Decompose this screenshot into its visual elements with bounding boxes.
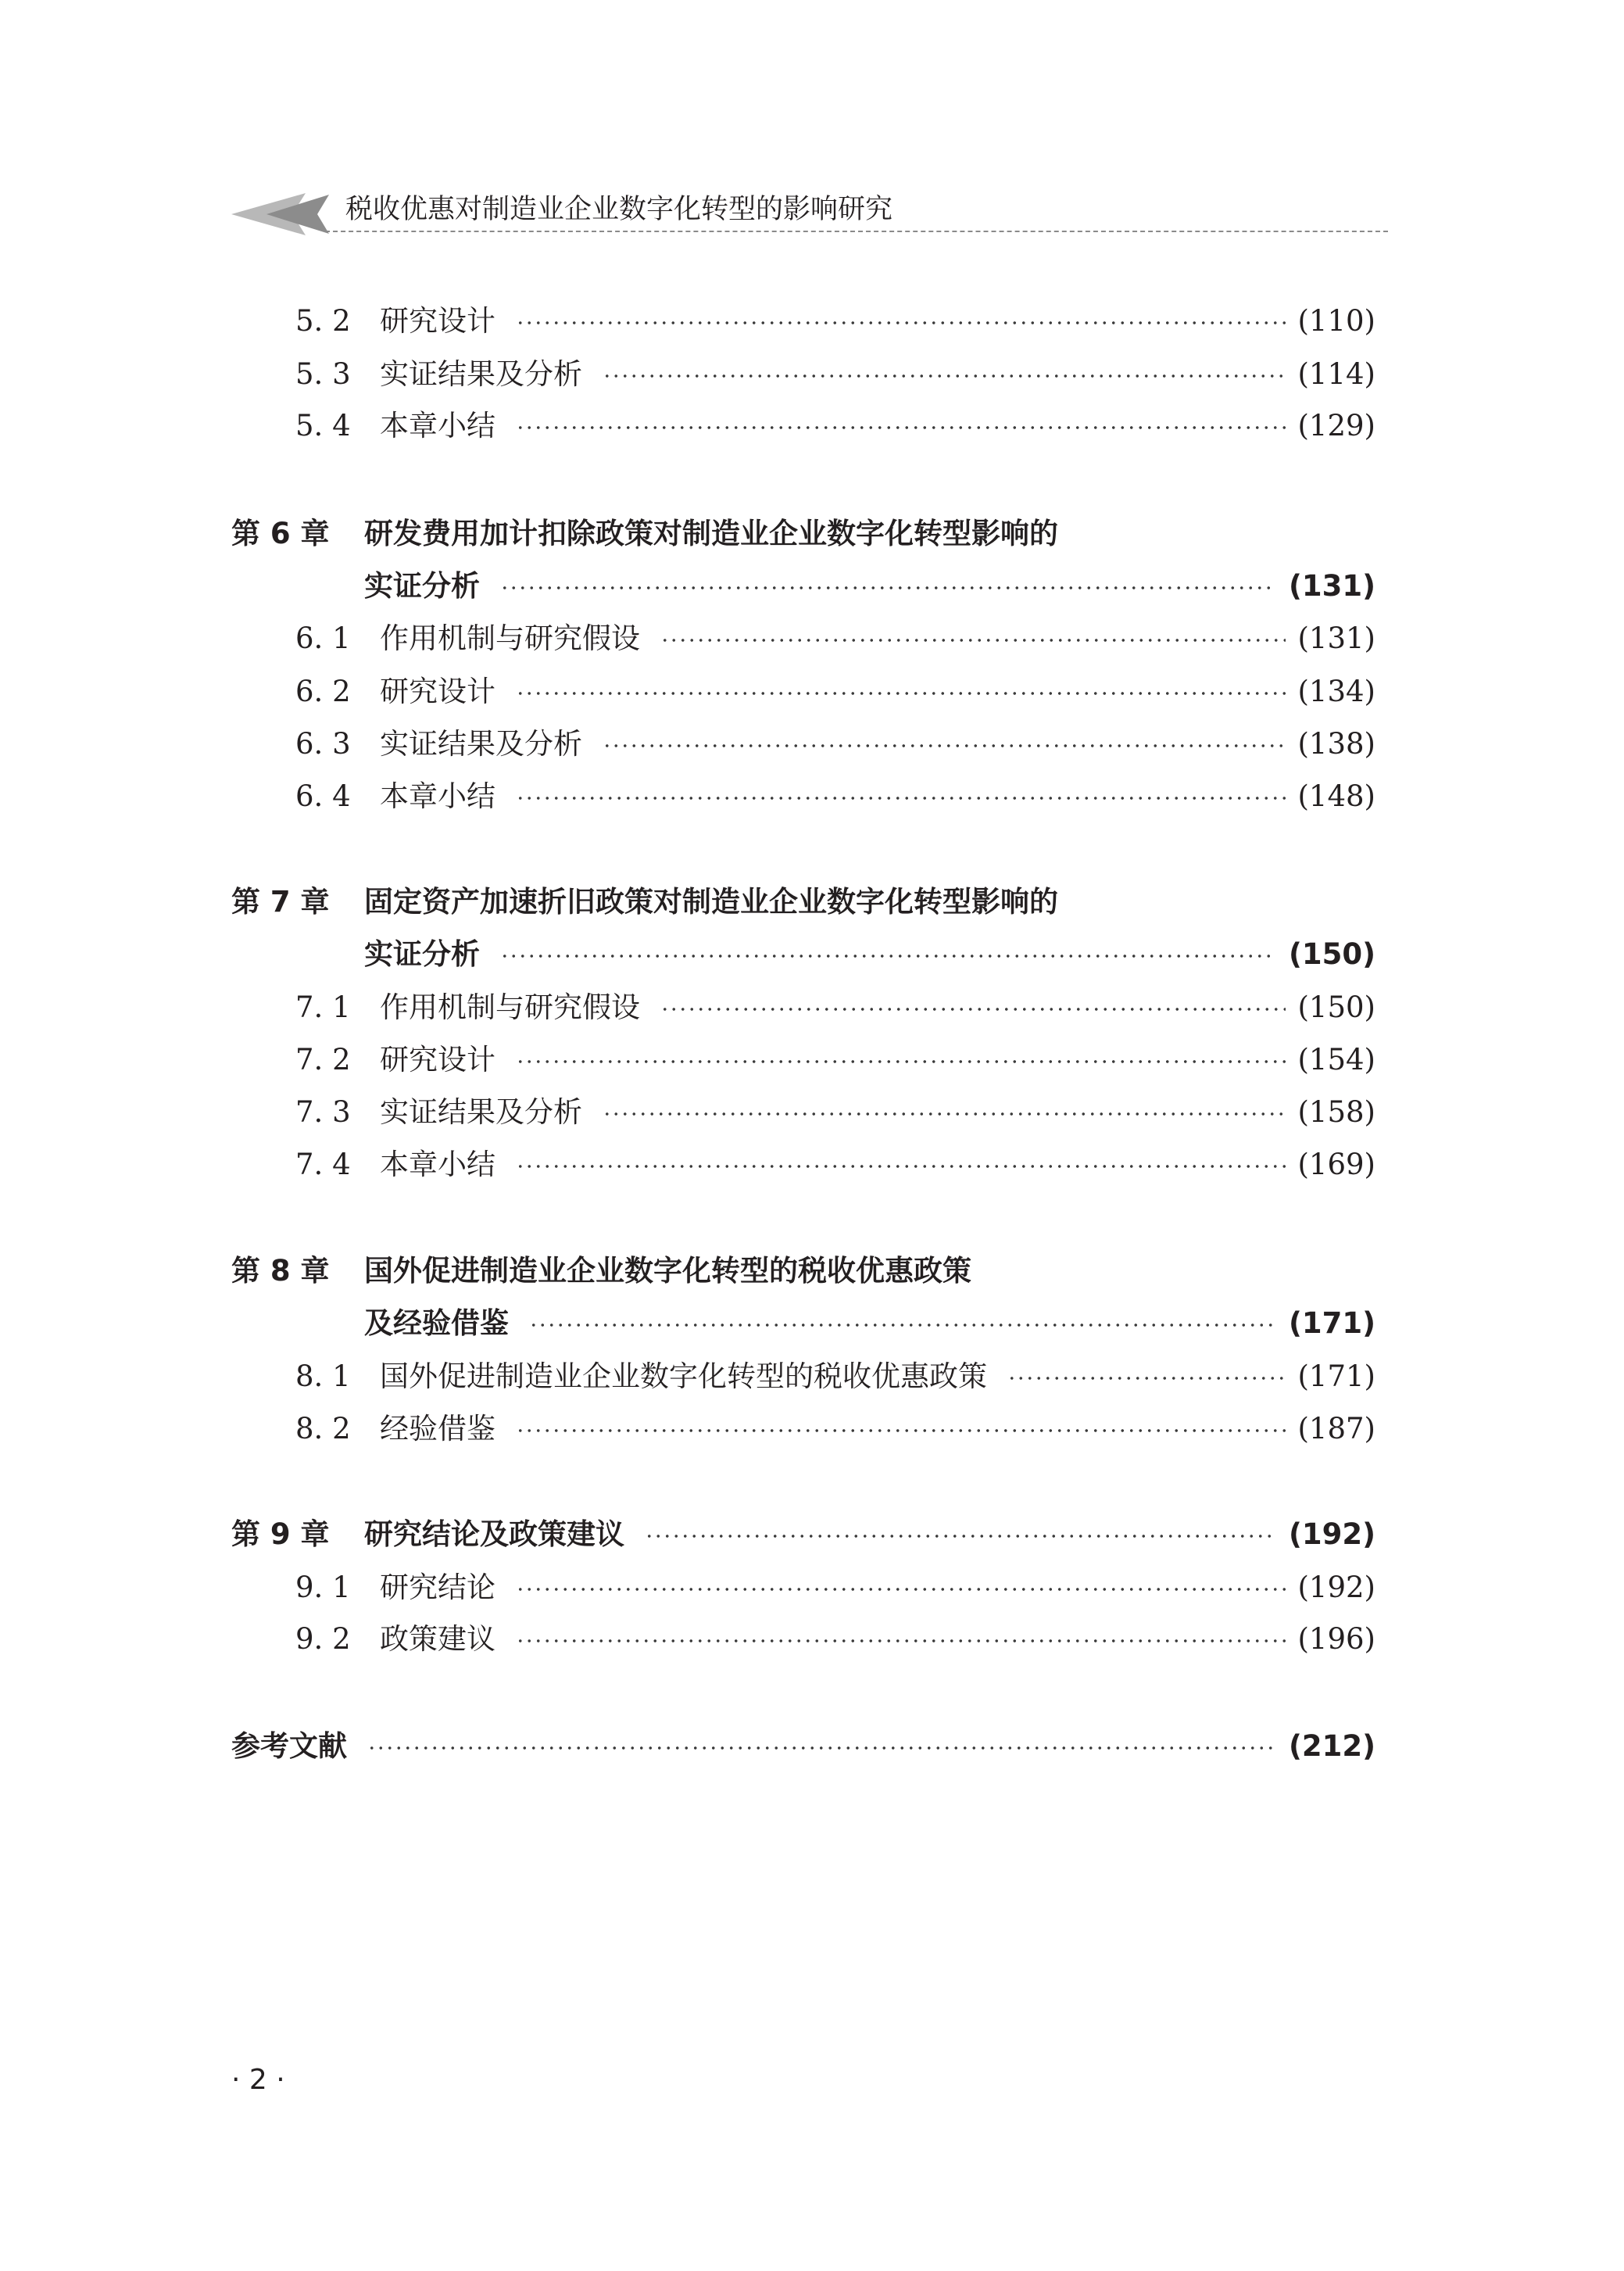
page-reference: (212): [1288, 1729, 1375, 1763]
entry-title: 作用机制与研究假设: [380, 621, 640, 655]
toc-section-entry: [0, 722, 1624, 766]
entry-title: 经验借鉴: [380, 1412, 495, 1445]
page-reference: (196): [1297, 1622, 1375, 1656]
entry-title: 本章小结: [380, 409, 495, 442]
entry-title: 参考文献: [231, 1729, 347, 1763]
toc-section-entry: [0, 986, 1624, 1030]
page-reference: (148): [1297, 779, 1375, 813]
leader-dots: [516, 1164, 1286, 1169]
entry-title: 研究设计: [380, 304, 495, 338]
entry-title: 实证结果及分析: [380, 1095, 582, 1129]
leader-dots: [660, 638, 1286, 643]
section-number: 7. 2: [295, 1043, 351, 1076]
chapter-title-continued: 实证分析: [364, 937, 480, 971]
toc-section-entry: [0, 1566, 1624, 1610]
page-reference: (114): [1297, 357, 1375, 391]
leader-dots: [603, 374, 1286, 378]
leader-dots: [1007, 1376, 1286, 1381]
page-reference: (131): [1297, 621, 1375, 655]
chapter-title: 国外促进制造业企业数字化转型的税收优惠政策: [364, 1254, 971, 1288]
page-reference: (150): [1288, 937, 1375, 971]
page-reference: (158): [1297, 1095, 1375, 1129]
section-number: 5. 2: [295, 304, 351, 338]
chapter-title: 研究结论及政策建议: [364, 1517, 624, 1551]
page-reference: (138): [1297, 727, 1375, 761]
leader-dots: [660, 1007, 1286, 1012]
entry-title: 研究设计: [380, 1043, 495, 1076]
toc-section-entry: [0, 1143, 1624, 1187]
entry-title: 作用机制与研究假设: [380, 990, 640, 1024]
toc-section-entry: [0, 775, 1624, 818]
toc-section-entry: [0, 404, 1624, 448]
chapter-title: 固定资产加速折旧政策对制造业企业数字化转型影响的: [364, 885, 1058, 919]
page-reference: (154): [1297, 1043, 1375, 1076]
page-reference: (171): [1288, 1306, 1375, 1340]
chapter-title: 研发费用加计扣除政策对制造业企业数字化转型影响的: [364, 517, 1058, 550]
section-number: 6. 3: [295, 727, 351, 761]
toc-chapter-entry: [0, 512, 1624, 556]
toc-section-entry: [0, 1038, 1624, 1082]
leader-dots: [516, 796, 1286, 801]
section-number: 8. 1: [295, 1359, 351, 1393]
entry-title: 研究结论: [380, 1571, 495, 1604]
section-number: 6. 2: [295, 675, 351, 708]
entry-title: 本章小结: [380, 1148, 495, 1181]
entry-title: 实证结果及分析: [380, 727, 582, 761]
section-number: 9. 1: [295, 1571, 351, 1604]
toc-back-matter-entry: [0, 1725, 1624, 1768]
page-reference: (187): [1297, 1412, 1375, 1445]
toc-section-entry: [0, 1407, 1624, 1451]
chapter-title-continued: 实证分析: [364, 569, 480, 603]
leader-dots: [645, 1534, 1276, 1538]
leader-dots: [516, 1639, 1286, 1643]
leader-dots: [500, 954, 1276, 958]
section-number: 7. 3: [295, 1095, 351, 1129]
section-number: 7. 1: [295, 990, 351, 1024]
page-reference: (131): [1288, 569, 1375, 603]
toc-section-entry: [0, 1617, 1624, 1661]
toc-section-entry: [0, 353, 1624, 396]
toc-section-entry: [0, 299, 1624, 343]
entry-title: 研究设计: [380, 675, 495, 708]
running-header: [231, 188, 1388, 235]
entry-title: 政策建议: [380, 1622, 495, 1656]
chapter-title-continued: 及经验借鉴: [364, 1306, 509, 1340]
toc-section-entry: [0, 617, 1624, 661]
page-reference: (169): [1297, 1148, 1375, 1181]
entry-title: 本章小结: [380, 779, 495, 813]
section-number: 7. 4: [295, 1148, 351, 1181]
toc-chapter-entry: [0, 880, 1624, 924]
section-number: 9. 2: [295, 1622, 351, 1656]
page-reference: (150): [1297, 990, 1375, 1024]
toc-section-entry: [0, 670, 1624, 714]
chapter-number: 第 6 章: [231, 517, 330, 550]
leader-dots: [516, 691, 1286, 696]
toc-chapter-entry-line2: [0, 1302, 1624, 1345]
page-reference: (110): [1297, 304, 1375, 338]
page-reference: (171): [1297, 1359, 1375, 1393]
leader-dots: [516, 425, 1286, 430]
chapter-number: 第 9 章: [231, 1517, 330, 1551]
section-number: 5. 3: [295, 357, 351, 391]
leader-dots: [516, 1587, 1286, 1592]
section-number: 6. 1: [295, 621, 351, 655]
double-arrow-left-icon: [231, 192, 333, 237]
header-dashed-rule: [325, 231, 1388, 232]
page-reference: (192): [1288, 1517, 1375, 1551]
toc-chapter-entry-line2: [0, 933, 1624, 976]
leader-dots: [516, 1428, 1286, 1433]
chapter-number: 第 8 章: [231, 1254, 330, 1288]
toc-section-entry: [0, 1091, 1624, 1134]
chapter-number: 第 7 章: [231, 885, 330, 919]
toc-chapter-entry: [0, 1249, 1624, 1293]
leader-dots: [516, 1059, 1286, 1064]
entry-title: 国外促进制造业企业数字化转型的税收优惠政策: [380, 1359, 987, 1393]
running-header-title: 税收优惠对制造业企业数字化转型的影响研究: [345, 194, 893, 225]
page-reference: (192): [1297, 1571, 1375, 1604]
leader-dots: [367, 1746, 1276, 1750]
page-reference: (134): [1297, 675, 1375, 708]
toc-chapter-entry: [0, 1513, 1624, 1556]
leader-dots: [500, 586, 1276, 590]
entry-title: 实证结果及分析: [380, 357, 582, 391]
toc-chapter-entry-line2: [0, 564, 1624, 608]
leader-dots: [529, 1323, 1276, 1327]
section-number: 8. 2: [295, 1412, 351, 1445]
section-number: 6. 4: [295, 779, 351, 813]
toc-section-entry: [0, 1355, 1624, 1399]
leader-dots: [516, 321, 1286, 325]
section-number: 5. 4: [295, 409, 351, 442]
page-reference: (129): [1297, 409, 1375, 442]
leader-dots: [603, 1112, 1286, 1116]
leader-dots: [603, 743, 1286, 748]
page-number: · 2 ·: [231, 2064, 285, 2096]
